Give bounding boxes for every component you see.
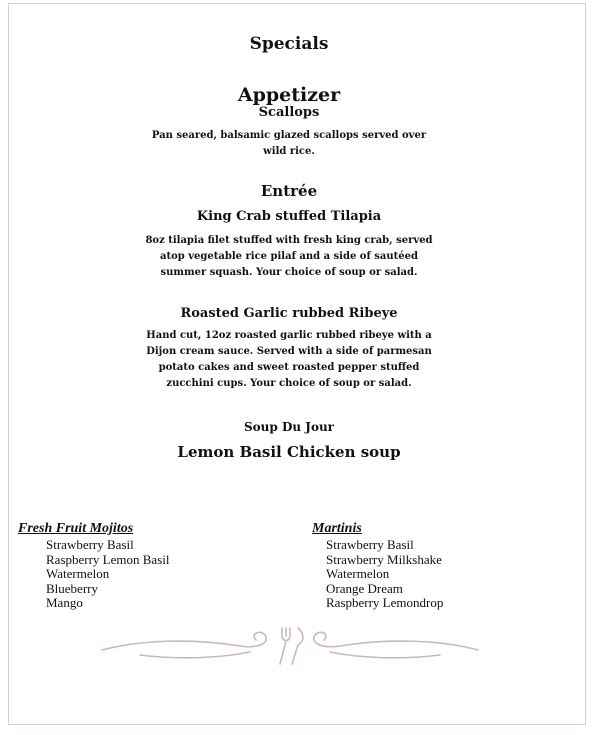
description-line: Pan seared, balsamic glazed scallops served over <box>151 130 427 141</box>
list-item: Watermelon <box>46 566 110 581</box>
entree-dish-description <box>0 328 578 392</box>
mojitos-heading: Fresh Fruit Mojitos <box>18 521 134 536</box>
entree-heading: Entrée <box>260 182 318 200</box>
description-line: potato cakes and sweet roasted pepper stuffed <box>158 362 420 373</box>
entree-dish-name: Roasted Garlic rubbed Ribeye <box>180 306 398 321</box>
martinis-list <box>312 538 552 611</box>
list-item: Strawberry Basil <box>46 537 134 552</box>
description-line: atop vegetable rice pilaf and a side of sautéed <box>160 251 418 262</box>
martinis-heading: Martinis <box>312 521 362 536</box>
soup-heading: Soup Du Jour <box>244 420 334 434</box>
list-item: Strawberry Basil <box>326 537 414 552</box>
entree-dish-name: King Crab stuffed Tilapia <box>196 209 382 224</box>
list-item: Mango <box>46 595 83 610</box>
list-item: Raspberry Lemondrop <box>326 595 444 610</box>
soup-name: Lemon Basil Chicken soup <box>177 443 401 461</box>
appetizer-dish-name: Scallops <box>258 105 320 120</box>
list-item: Orange Dream <box>326 580 403 596</box>
entree-dish-description <box>0 233 578 281</box>
list-item: Strawberry Milkshake <box>326 551 442 567</box>
description-line: 8oz tilapia filet stuffed with fresh king crab, served <box>145 235 433 246</box>
mojitos-list <box>18 538 238 611</box>
martinis-section <box>312 520 552 611</box>
description-line: Hand cut, 12oz roasted garlic rubbed ribeye with a <box>146 330 432 341</box>
description-line: Dijon cream sauce. Served with a side of parmesan <box>146 346 432 357</box>
list-item: Watermelon <box>326 566 390 581</box>
appetizer-description <box>0 128 578 160</box>
fork-knife-flourish-icon <box>100 620 480 670</box>
description-line: wild rice. <box>263 146 315 157</box>
page-title: Specials <box>249 34 329 54</box>
list-item: Blueberry <box>46 580 98 596</box>
appetizer-heading: Appetizer <box>237 84 341 106</box>
mojitos-section <box>18 520 238 611</box>
description-line: summer squash. Your choice of soup or salad. <box>160 267 418 278</box>
list-item: Raspberry Lemon Basil <box>46 551 170 567</box>
description-line: zucchini cups. Your choice of soup or salad. <box>166 378 412 389</box>
